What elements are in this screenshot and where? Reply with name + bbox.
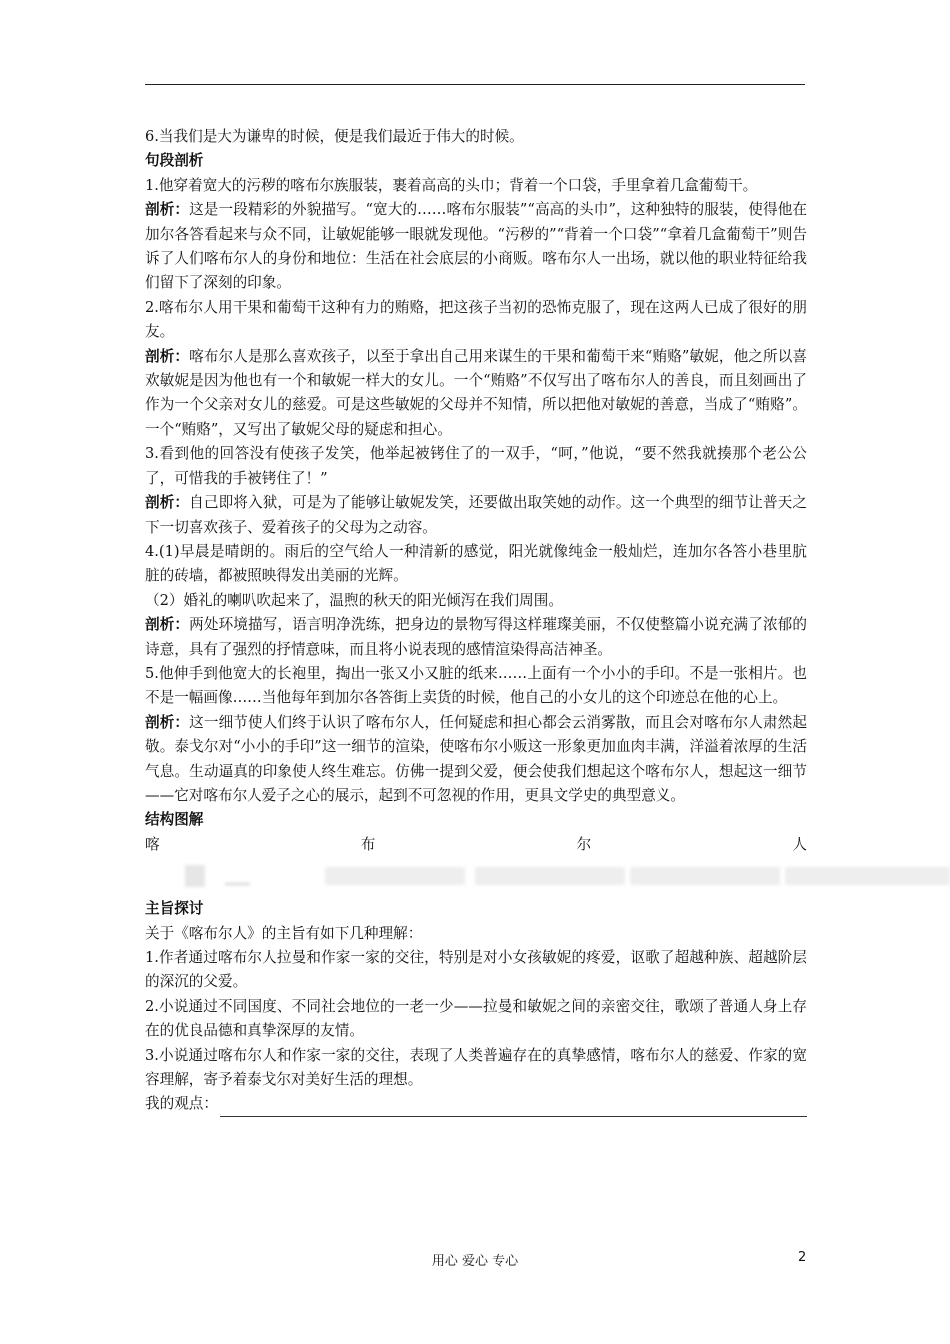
answer-blank-line[interactable] [220, 1098, 807, 1117]
footer-slogan: 用心 爱心 专心 [431, 1254, 519, 1269]
page-footer [0, 1250, 950, 1270]
analysis-label: 剖析： [145, 494, 190, 512]
quote-1: 1.他穿着宽大的污秽的喀布尔族服装，裹着高高的头巾；背着一个口袋，手里拿着几盒葡萄干。 [145, 176, 758, 194]
my-view-row [145, 1092, 807, 1116]
analysis-3 [145, 491, 807, 540]
analysis-label: 剖析： [145, 347, 190, 365]
structure-title [145, 833, 807, 857]
page-body [145, 125, 807, 1117]
header-rule [145, 84, 805, 85]
text-line: 6.当我们是大为谦卑的时候，便是我们最近于伟大的时候。 [145, 128, 524, 145]
section-heading-structure: 结构图解 [145, 811, 204, 829]
analysis-text: 两处环境描写，语言明净洗练，把身边的景物写得这样璀璨美丽，不仅使整篇小说充满了浓郁的诗意，具有了强烈的抒情意味，而且将小说表现的感情渲染得高洁神圣。 [145, 616, 807, 658]
theme-item: 1.作者通过喀布尔人拉曼和作家一家的交往，特别是对小女孩敏妮的疼爱，讴歌了超越种族、超越阶层的深沉的父爱。 [145, 949, 807, 991]
quote-2: 2.喀布尔人用干果和葡萄干这种有力的贿赂，把这孩子当初的恐怖克服了，现在这两人已成了很好的朋友。 [145, 298, 807, 341]
structure-char: 尔 [576, 835, 592, 853]
theme-intro: 关于《喀布尔人》的主旨有如下几种理解： [145, 924, 423, 942]
analysis-text: 喀布尔人是那么喜欢孩子，以至于拿出自己用来谋生的干果和葡萄干来“贿赂”敏妮，他之所以喜欢敏妮是因为他也有一个和敏妮一样大的女儿。一个“贿赂”不仅写出了喀布尔人的善良，而且刻画出了作为一个父亲对女儿的慈爱。可是这些敏妮的父母并不知情，所以把他对敏妮的善意，当成了“贿赂”。一个“贿赂”，又写出了敏妮父母的疑虑和担心。 [145, 347, 807, 438]
analysis-text: 这一细节使人们终于认识了喀布尔人，任何疑虑和担心都会云消雾散，而且会对喀布尔人肃然起敬。泰戈尔对“小小的手印”这一细节的渲染，使喀布尔小贩这一形象更加血肉丰满，洋溢着浓厚的生活气息。生动逼真的印象使人终生难忘。仿佛一提到父爱，便会使我们想起这个喀布尔人，想起这一细节——它对喀布尔人爱子之心的展示，起到不可忽视的作用，更具文学史的典型意义。 [145, 713, 807, 804]
analysis-2 [145, 345, 807, 443]
analysis-1 [145, 198, 807, 296]
page-number: 2 [798, 1250, 807, 1265]
quote-5: 5.他伸手到他宽大的长袍里，掏出一张又小又脏的纸来……上面有一个小小的手印。不是一张相片。也不是一幅画像……当他每年到加尔各答街上卖货的时候，他自己的小女儿的这个印迹总在他的心上。 [145, 664, 807, 707]
quote-4a: 4.(1)早晨是晴朗的。雨后的空气给人一种清新的感觉，阳光就像纯金一般灿烂，连加尔各答小巷里肮脏的砖墙，都被照映得发出美丽的光辉。 [145, 542, 807, 585]
analysis-4 [145, 613, 807, 662]
my-view-label: 我的观点： [145, 1095, 218, 1113]
analysis-text: 这是一段精彩的外貌描写。“宽大的……喀布尔服装”“高高的头巾”，这种独特的服装，使得他在加尔各答看起来与众不同，让敏妮能够一眼就发现他。“污秽的”“背着一个口袋”“拿着几盒葡萄干”则告诉了人们喀布尔人的身份和地位：生活在社会底层的小商贩。喀布尔人一出场，就以他的职业特征给我们留下了深刻的印象。 [145, 201, 807, 292]
section-heading-analysis: 句段剖析 [145, 152, 204, 170]
section-heading-theme: 主旨探讨 [145, 900, 204, 918]
analysis-5 [145, 711, 807, 809]
analysis-label: 剖析： [145, 616, 190, 634]
structure-char: 人 [792, 835, 807, 853]
theme-item: 2.小说通过不同国度、不同社会地位的一老一少——拉曼和敏妮之间的亲密交往，歌颂了普通人身上存在的优良品德和真挚深厚的友情。 [145, 997, 807, 1040]
structure-char: 喀 [145, 835, 160, 853]
analysis-label: 剖析： [145, 713, 190, 731]
quote-3: 3.看到他的回答没有使孩子发笑，他举起被铐住了的一双手，“呵，”他说，“要不然我就揍那个老公公了，可惜我的手被铐住了！” [145, 445, 807, 487]
quote-4b: （2）婚礼的喇叭吹起来了，温煦的秋天的阳光倾泻在我们周围。 [145, 591, 563, 609]
structure-char: 布 [360, 835, 376, 853]
analysis-label: 剖析： [145, 201, 190, 219]
theme-item: 3.小说通过喀布尔人和作家一家的交往，表现了人类普遍存在的真挚感情，喀布尔人的慈爱、作家的宽容理解，寄予着泰戈尔对美好生活的理想。 [145, 1046, 807, 1089]
structure-diagram-blurred [0, 857, 950, 897]
analysis-text: 自己即将入狱，可是为了能够让敏妮发笑，还要做出取笑她的动作。这一个典型的细节让普天之下一切喜欢孩子、爱着孩子的父母为之动容。 [145, 494, 807, 536]
